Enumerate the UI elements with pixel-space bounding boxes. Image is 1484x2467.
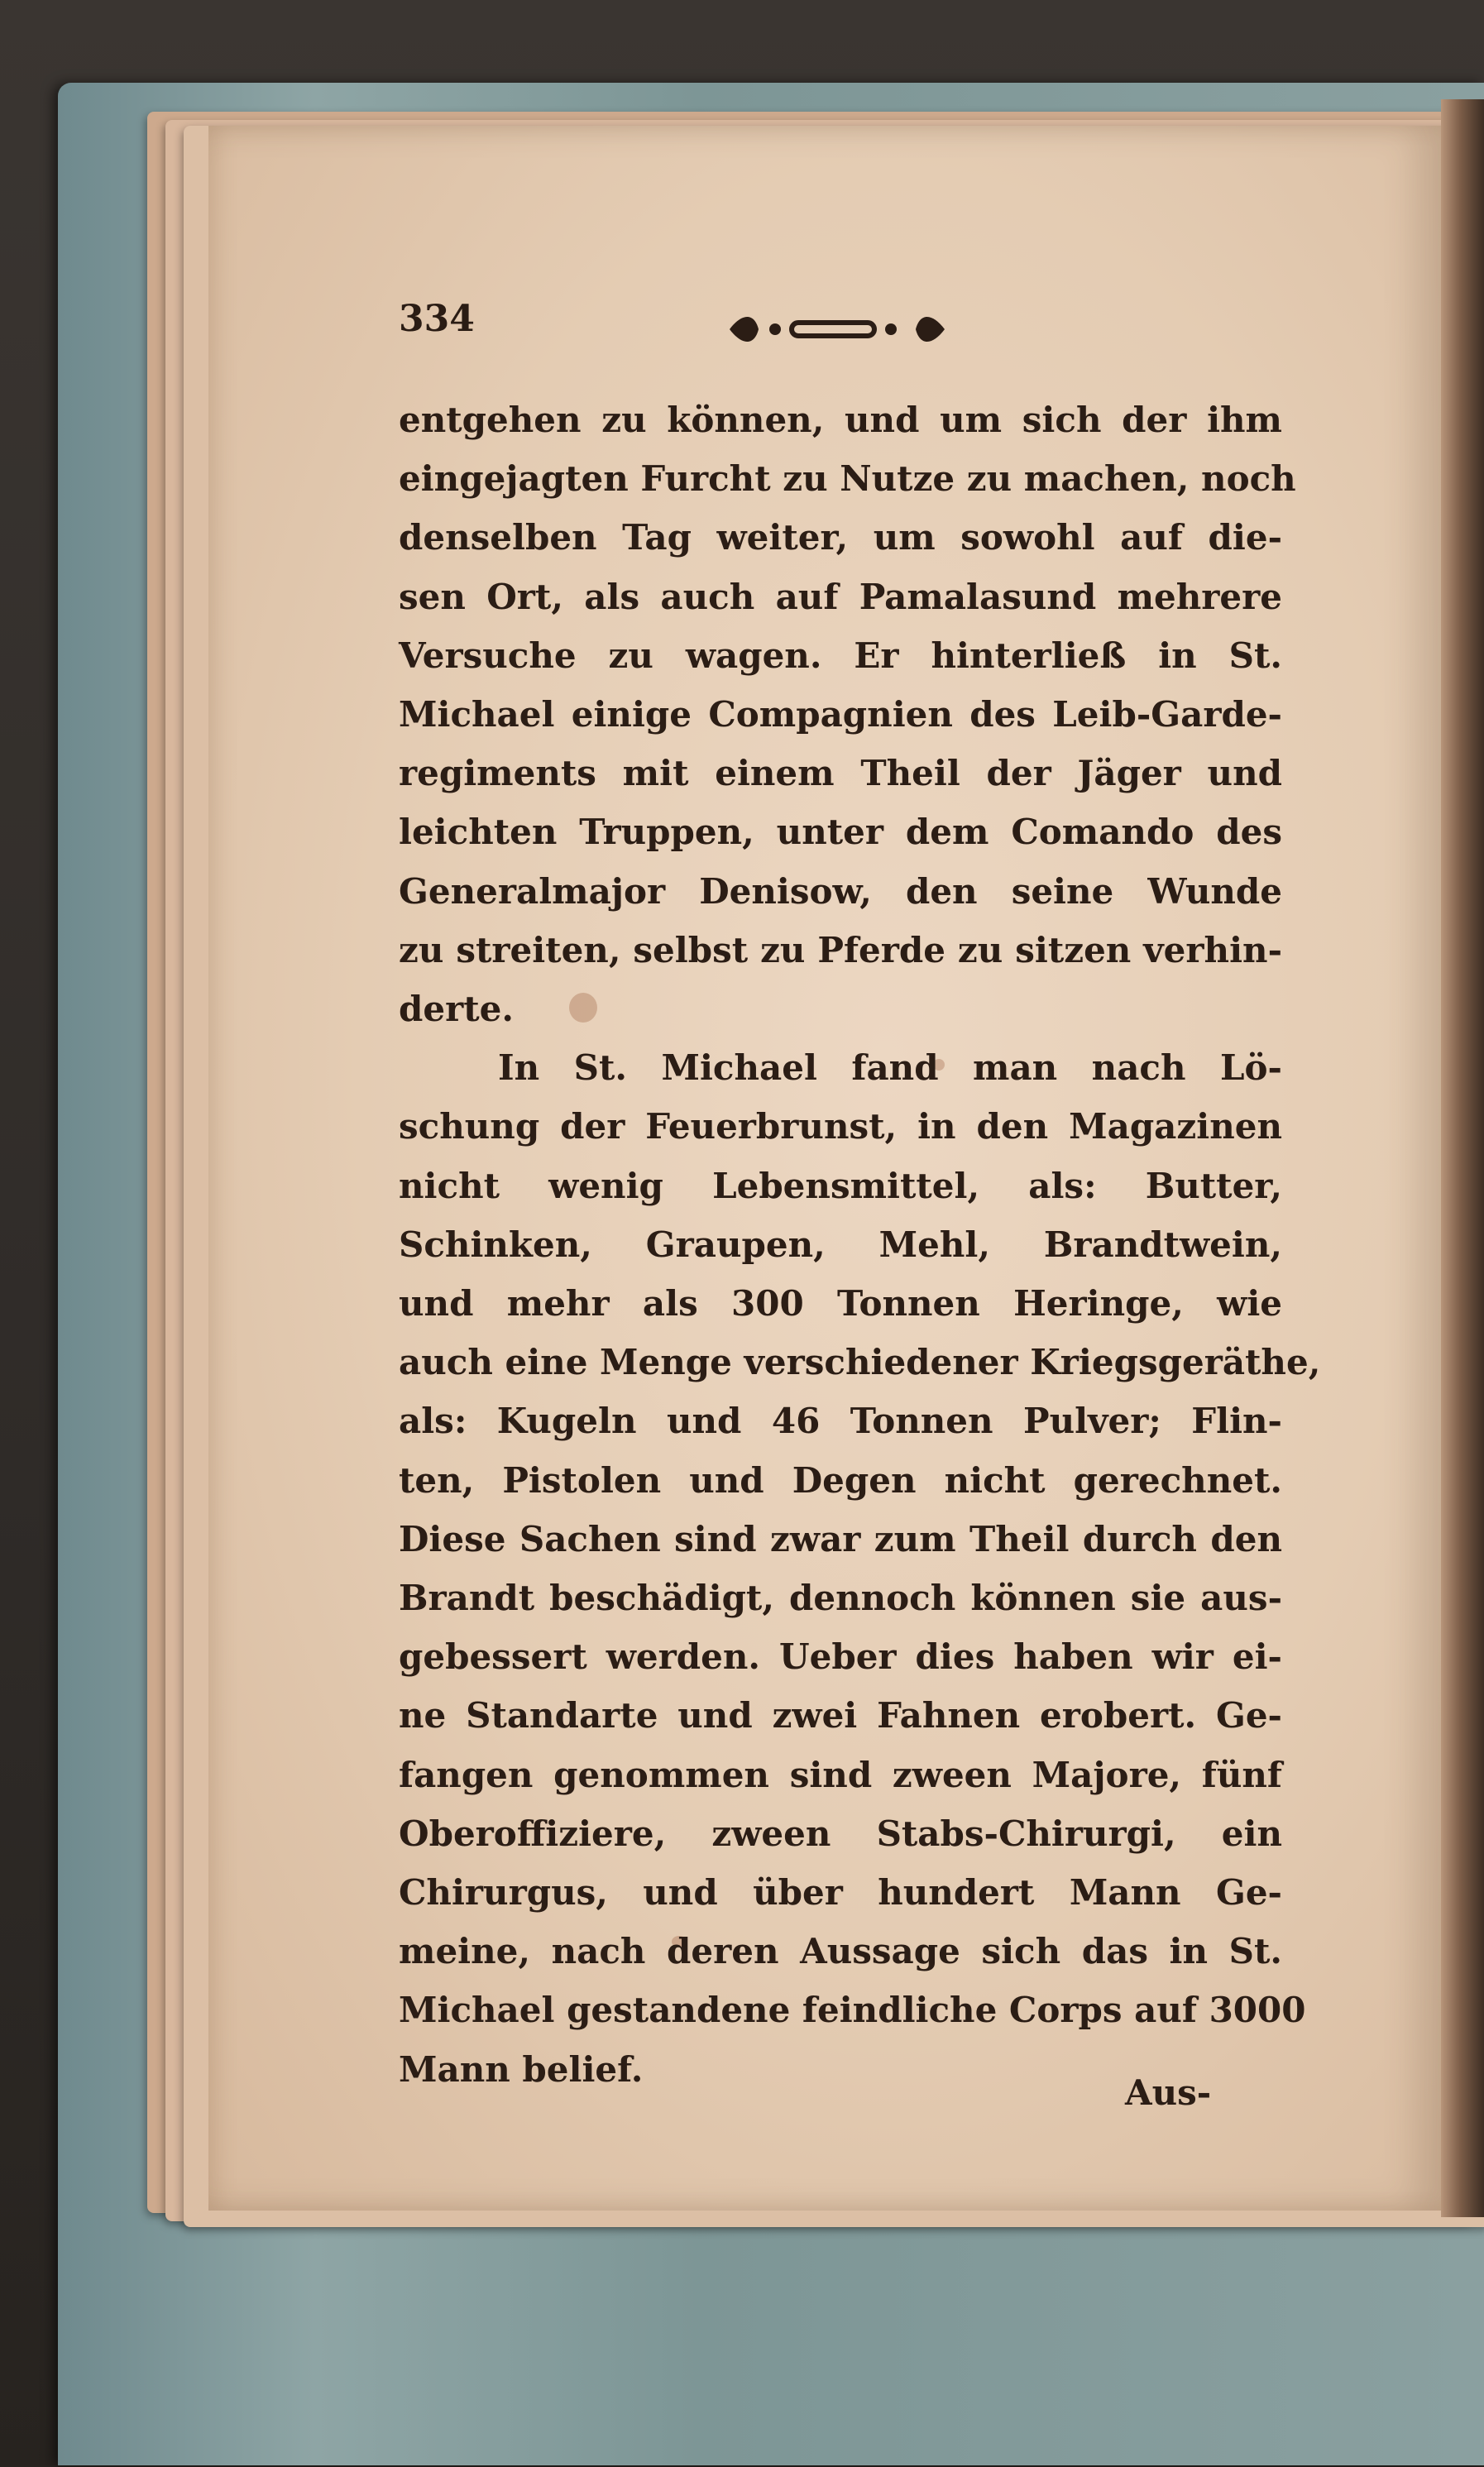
text-line: als: Kugeln und 46 Tonnen Pulver; Flin- [399, 1401, 1282, 1441]
text-line: schung der Feuerbrunst, in den Magazinen [399, 1106, 1282, 1147]
text-line: regiments mit einem Theil der Jäger und [399, 753, 1282, 793]
text-line: Diese Sachen sind zwar zum Theil durch den [399, 1519, 1282, 1559]
page-number: 334 [399, 298, 475, 340]
text-line: nicht wenig Lebensmittel, als: Butter, [399, 1166, 1282, 1206]
text-line: Michael gestandene feindliche Corps auf 3000 [399, 1990, 1306, 2030]
text-line: und mehr als 300 Tonnen Heringe, wie [399, 1283, 1282, 1324]
text-line: entgehen zu können, und um sich der ihm [399, 400, 1282, 440]
text-line: fangen genommen sind zween Majore, fünf [399, 1755, 1282, 1795]
text-line: zu streiten, selbst zu Pferde zu sitzen verhin- [399, 930, 1282, 970]
text-line: Oberoffiziere, zween Stabs-Chirurgi, ein [399, 1813, 1282, 1854]
text-line: leichten Truppen, unter dem Comando des [399, 812, 1282, 852]
text-line: In St. Michael fand man nach Lö- [498, 1047, 1282, 1088]
text-line: gebessert werden. Ueber dies haben wir ei- [399, 1636, 1282, 1677]
text-line: Brandt beschädigt, dennoch können sie aus- [399, 1578, 1282, 1618]
text-line: Mann belief. [399, 2049, 644, 2090]
book-gutter [1441, 99, 1484, 2217]
text-line: derte. [399, 989, 514, 1029]
text-line: meine, nach deren Aussage sich das in St. [399, 1931, 1282, 1971]
text-line: Generalmajor Denisow, den seine Wunde [399, 871, 1282, 912]
text-line: Schinken, Graupen, Mehl, Brandtwein, [399, 1224, 1282, 1265]
catchword: Aus- [1125, 2072, 1212, 2113]
text-line: ten, Pistolen und Degen nicht gerechnet. [399, 1460, 1282, 1501]
text-line: sen Ort, als auch auf Pamalasund mehrere [399, 577, 1282, 617]
text-line: auch eine Menge verschiedener Kriegsgeräthe, [399, 1342, 1321, 1382]
page-header [399, 298, 1282, 364]
text-line: Versuche zu wagen. Er hinterließ in St. [399, 635, 1282, 676]
text-line: denselben Tag weiter, um sowohl auf die- [399, 517, 1282, 558]
text-line: ne Standarte und zwei Fahnen erobert. Ge- [399, 1695, 1282, 1736]
text-line: eingejagten Furcht zu Nutze zu machen, noch [399, 458, 1296, 499]
text-line: Michael einige Compagnien des Leib-Garde- [399, 694, 1282, 735]
decorative-ornament-icon [713, 304, 961, 354]
text-line: Chirurgus, und über hundert Mann Ge- [399, 1872, 1282, 1913]
